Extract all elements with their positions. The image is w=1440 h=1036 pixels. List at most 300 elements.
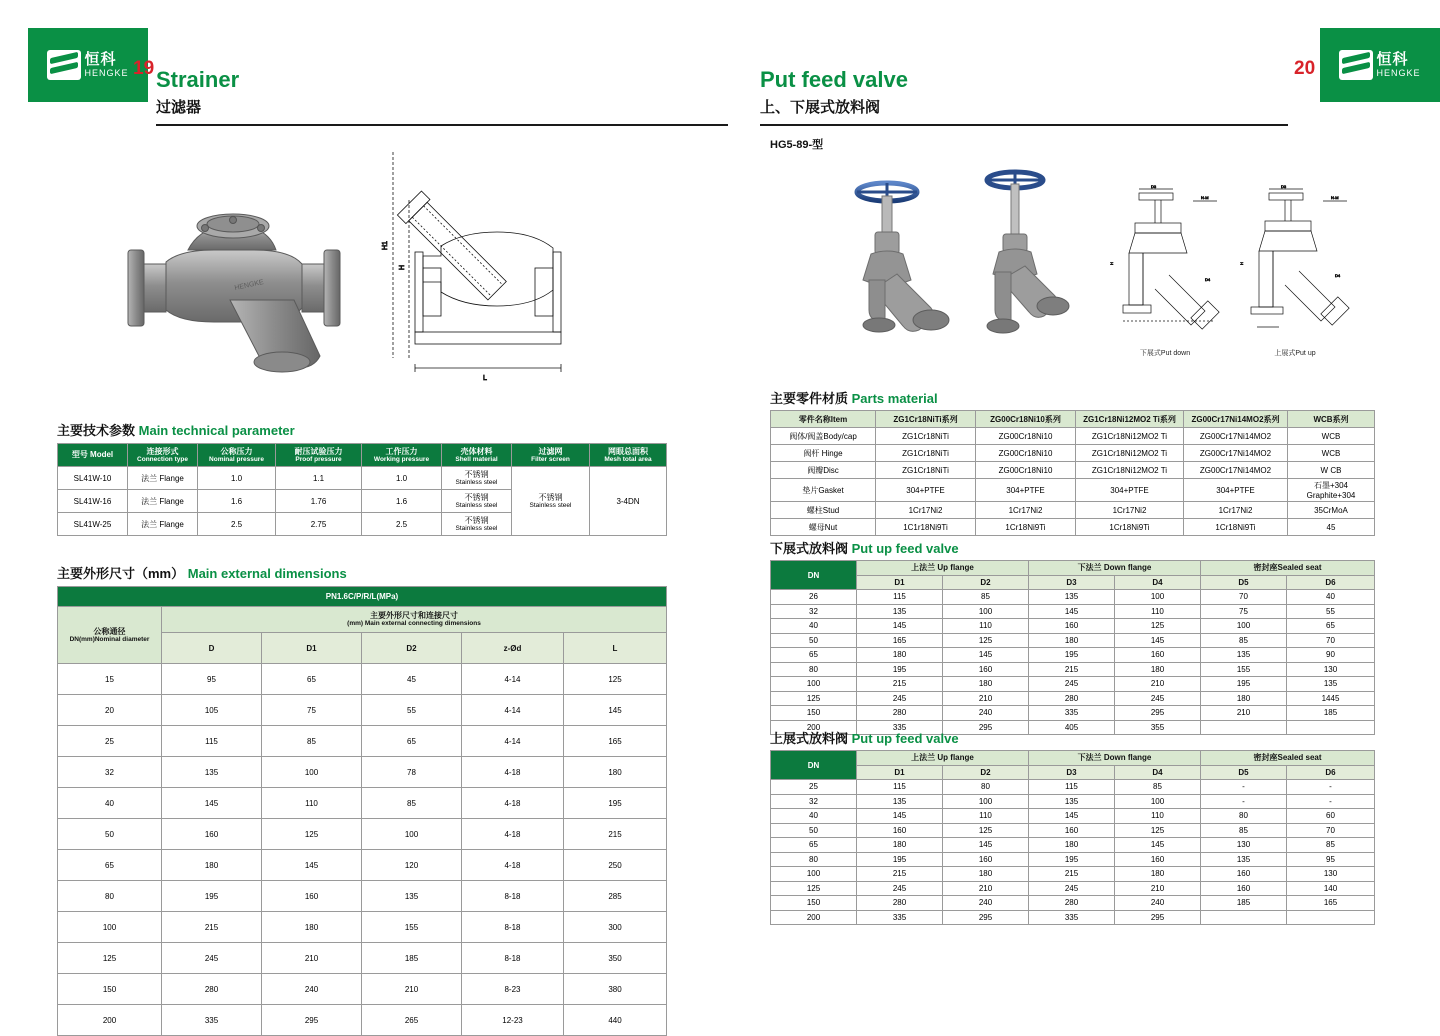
cell-d3: 215 — [1029, 867, 1115, 882]
cell-d5: 160 — [1201, 881, 1287, 896]
cell-d6: 55 — [1287, 604, 1375, 619]
cell-mat: 304+PTFE — [1076, 479, 1184, 502]
cell-dn: 125 — [771, 691, 857, 706]
cell-d: 115 — [162, 726, 262, 757]
svg-text:L: L — [483, 375, 487, 382]
cell-d5: 70 — [1201, 590, 1287, 605]
cell-d3: 195 — [1029, 852, 1115, 867]
cell-mat: 304+PTFE — [876, 479, 976, 502]
cell-mat: 石墨+304 Graphite+304 — [1288, 479, 1375, 502]
caption-put-down: 下展式Put down — [1139, 350, 1191, 357]
cell-item: 阀体/阀盖Body/cap — [771, 428, 876, 445]
cell-dn: 25 — [771, 780, 857, 795]
cell-d3: 135 — [1029, 590, 1115, 605]
cell-dn: 50 — [771, 633, 857, 648]
cell-d1: 335 — [857, 720, 943, 735]
group-dims-cn: 主要外形尺寸和连接尺寸 — [370, 611, 458, 621]
cell-nominal: 1.0 — [198, 467, 276, 490]
cell-d5: 185 — [1201, 896, 1287, 911]
cell-item: 螺柱Stud — [771, 502, 876, 519]
model-code-label: HG5-89-型 — [770, 139, 824, 151]
section-title-dimensions — [57, 563, 347, 582]
cell-dn: 100 — [58, 912, 162, 943]
table-row — [771, 590, 1375, 605]
cell-mat: ZG00Cr18Ni10 — [976, 428, 1076, 445]
cell-mat: 35CrMoA — [1288, 502, 1375, 519]
up-feed-valve-table — [770, 750, 1375, 925]
col-dn: DN — [771, 561, 857, 590]
cell-d2: 125 — [943, 633, 1029, 648]
group-seat-en: Sealed seat — [1277, 753, 1322, 763]
section-title-technical — [57, 420, 295, 439]
table-row — [771, 691, 1375, 706]
cell-d4: 295 — [1115, 706, 1201, 721]
cell-d6: 135 — [1287, 677, 1375, 692]
cell-d2: 110 — [943, 809, 1029, 824]
cell-dn: 125 — [771, 881, 857, 896]
cell-l: 250 — [564, 850, 667, 881]
cell-d1: 180 — [857, 648, 943, 663]
cell-dn: 80 — [771, 852, 857, 867]
cell-d5: 130 — [1201, 838, 1287, 853]
cell-dn: 32 — [58, 757, 162, 788]
cell-dn: 100 — [771, 677, 857, 692]
cell-d6: 70 — [1287, 633, 1375, 648]
col-d5: D5 — [1201, 765, 1287, 780]
cell-proof: 2.75 — [276, 513, 362, 536]
cell-dn: 150 — [58, 974, 162, 1005]
section-title-down-valve — [770, 538, 959, 557]
cell-mat: ZG1Cr18NiTi — [876, 462, 976, 479]
band-pressure: PN1.6C/P/R/L(MPa) — [58, 587, 667, 607]
cell-d: 280 — [162, 974, 262, 1005]
cell-mat: WCB — [1288, 445, 1375, 462]
table-row — [771, 462, 1375, 479]
logo-en-text: HENGKE — [84, 68, 129, 79]
col-proof-en: Proof pressure — [295, 455, 342, 463]
cell-d6: 40 — [1287, 590, 1375, 605]
group-seat-en: Sealed seat — [1277, 563, 1322, 573]
table-row — [58, 757, 667, 788]
cell-dn: 25 — [58, 726, 162, 757]
cell-d6: 70 — [1287, 823, 1375, 838]
cell-d1: 110 — [262, 788, 362, 819]
cell-d2: 78 — [362, 757, 462, 788]
cell-d: 135 — [162, 757, 262, 788]
cell-d4: 245 — [1115, 691, 1201, 706]
cell-d4: 145 — [1115, 838, 1201, 853]
cell-d6: 85 — [1287, 838, 1375, 853]
group-down-flange-en: Down flange — [1103, 753, 1152, 763]
cell-mat: W CB — [1288, 462, 1375, 479]
table-row — [771, 794, 1375, 809]
cell-d6: 185 — [1287, 706, 1375, 721]
cell-d1: 145 — [262, 850, 362, 881]
cell-dn: 40 — [58, 788, 162, 819]
svg-text:H1: H1 — [382, 241, 389, 250]
section-title-cn: 主要技术参数 — [57, 423, 136, 438]
cell-d5: 160 — [1201, 867, 1287, 882]
cell-d6: 60 — [1287, 809, 1375, 824]
cell-d4: 85 — [1115, 780, 1201, 795]
cell-d: 145 — [162, 788, 262, 819]
cell-l: 145 — [564, 695, 667, 726]
cell-d4: 180 — [1115, 867, 1201, 882]
cell-working: 2.5 — [362, 513, 442, 536]
cell-d2: 120 — [362, 850, 462, 881]
col-d3: D3 — [1029, 575, 1115, 590]
dimensions-table — [57, 586, 667, 1036]
cell-model: SL41W-16 — [58, 490, 128, 513]
cell-item: 螺母Nut — [771, 519, 876, 536]
table-row — [771, 706, 1375, 721]
table-header-row — [58, 444, 667, 467]
col-dn: DN — [771, 751, 857, 780]
col-d6: D6 — [1287, 765, 1375, 780]
cell-d4: 210 — [1115, 677, 1201, 692]
section-title-en: Main technical parameter — [138, 423, 295, 438]
cell-d2: 160 — [943, 852, 1029, 867]
title-block-left — [156, 64, 728, 126]
cell-mat: 1Cr18Ni9Ti — [1184, 519, 1288, 536]
table-row — [58, 974, 667, 1005]
cell-d1: 135 — [857, 604, 943, 619]
col-filter-cn: 过滤网 — [538, 446, 563, 456]
cell-zd: 4-18 — [462, 850, 564, 881]
table-row — [58, 819, 667, 850]
cell-d4: 110 — [1115, 809, 1201, 824]
cell-dn: 125 — [58, 943, 162, 974]
cell-d2: 100 — [943, 604, 1029, 619]
cell-d6: 140 — [1287, 881, 1375, 896]
cell-d4: 240 — [1115, 896, 1201, 911]
cell-d2: 265 — [362, 1005, 462, 1036]
cell-d1: 100 — [262, 757, 362, 788]
col-shell-en: Shell material — [455, 455, 498, 463]
strainer-photo — [110, 150, 360, 380]
table-header-row — [58, 607, 667, 633]
col-d1: D1 — [857, 575, 943, 590]
group-dims-en: (mm) Main external connecting dimensions — [347, 620, 481, 628]
col-d5: D5 — [1201, 575, 1287, 590]
put-feed-valve-photo-2 — [955, 160, 1080, 345]
table-header-row — [771, 411, 1375, 428]
cell-d1: 335 — [857, 910, 943, 925]
cell-d2: 125 — [943, 823, 1029, 838]
cell-d2: 210 — [943, 881, 1029, 896]
table-row — [771, 896, 1375, 911]
cell-dn: 15 — [58, 664, 162, 695]
group-up-flange-en: Up flange — [937, 753, 974, 763]
cell-d1: 145 — [857, 809, 943, 824]
col-mesh-en: Mesh total area — [604, 455, 652, 463]
cell-d5 — [1201, 720, 1287, 735]
cell-shell: 不锈钢 Stainless steel — [442, 467, 512, 490]
cell-d1: 195 — [857, 662, 943, 677]
svg-text:N-M: N-M — [1201, 195, 1209, 200]
cell-item: 阀瓣Disc — [771, 462, 876, 479]
title-block-right — [760, 64, 1288, 126]
cell-d: 180 — [162, 850, 262, 881]
cell-dn: 150 — [771, 896, 857, 911]
cell-d5: 75 — [1201, 604, 1287, 619]
cell-dn: 40 — [771, 619, 857, 634]
cell-d1: 195 — [857, 852, 943, 867]
cell-d2: 135 — [362, 881, 462, 912]
cell-d1: 85 — [262, 726, 362, 757]
cell-connection: 法兰 Flange — [128, 467, 198, 490]
cell-d1: 160 — [857, 823, 943, 838]
group-down-flange-cn: 下法兰 — [1077, 563, 1102, 573]
cell-dn: 50 — [771, 823, 857, 838]
col-series-1: ZG1Cr18NiTi系列 — [876, 411, 976, 428]
cell-dn: 80 — [58, 881, 162, 912]
col-connection-en: Connection type — [137, 455, 188, 463]
cell-mat: ZG1Cr18Ni12MO2 Ti — [1076, 445, 1184, 462]
col-d4: D4 — [1115, 765, 1201, 780]
table-row — [771, 823, 1375, 838]
cell-d: 160 — [162, 819, 262, 850]
technical-parameter-table — [57, 443, 667, 536]
table-row — [58, 1005, 667, 1036]
col-d4: D4 — [1115, 575, 1201, 590]
cell-zd: 8-18 — [462, 912, 564, 943]
cell-dn: 200 — [771, 910, 857, 925]
down-feed-valve-table — [770, 560, 1375, 735]
put-down-line-drawing — [1105, 185, 1230, 360]
col-series-3: ZG1Cr18Ni12MO2 Ti系列 — [1076, 411, 1184, 428]
col-nominal-en: Nominal pressure — [209, 455, 264, 463]
table-subheader-row — [771, 575, 1375, 590]
table-row — [771, 502, 1375, 519]
cell-dn: 150 — [771, 706, 857, 721]
cell-d3: 180 — [1029, 838, 1115, 853]
cell-d5: 180 — [1201, 691, 1287, 706]
col-dn-en: DN(mm)Nominal diameter — [69, 635, 150, 643]
cell-mat: ZG1Cr18Ni12MO2 Ti — [1076, 428, 1184, 445]
cell-l: 285 — [564, 881, 667, 912]
cell-mat: WCB — [1288, 428, 1375, 445]
col-zd: z-Ød — [462, 633, 564, 664]
cell-d2: 155 — [362, 912, 462, 943]
cell-mat: ZG1Cr18NiTi — [876, 428, 976, 445]
cell-d4: 110 — [1115, 604, 1201, 619]
section-title-en: Parts material — [851, 391, 938, 406]
svg-text:H: H — [399, 264, 406, 270]
col-d2: D2 — [943, 575, 1029, 590]
section-title-up-valve — [770, 728, 959, 747]
cell-filter-screen: 不锈钢 Stainless steel — [512, 467, 590, 536]
cell-zd: 8-23 — [462, 974, 564, 1005]
cell-d4: 160 — [1115, 648, 1201, 663]
table-row — [58, 695, 667, 726]
table-row — [771, 445, 1375, 462]
cell-mat: 1C1r18Ni9Ti — [876, 519, 976, 536]
logo-left — [28, 28, 148, 102]
cell-d: 105 — [162, 695, 262, 726]
table-row — [771, 809, 1375, 824]
cell-d3: 405 — [1029, 720, 1115, 735]
cell-d4: 295 — [1115, 910, 1201, 925]
table-subheader-row — [771, 765, 1375, 780]
cell-mat: ZG00Cr18Ni10 — [976, 462, 1076, 479]
cell-d6: 95 — [1287, 852, 1375, 867]
page-header — [0, 28, 1440, 117]
cell-d2: 180 — [943, 867, 1029, 882]
col-proof-cn: 耐压试验压力 — [294, 446, 343, 456]
cell-d1: 215 — [857, 677, 943, 692]
cell-d2: 160 — [943, 662, 1029, 677]
cell-working: 1.0 — [362, 467, 442, 490]
cell-d3: 195 — [1029, 648, 1115, 663]
page-title-en: Put feed valve — [760, 67, 908, 92]
cell-proof: 1.1 — [276, 467, 362, 490]
cell-l: 195 — [564, 788, 667, 819]
cell-d1: 135 — [857, 794, 943, 809]
cell-d5: 100 — [1201, 619, 1287, 634]
cell-d2: 180 — [943, 677, 1029, 692]
cell-nominal: 1.6 — [198, 490, 276, 513]
cell-d6: - — [1287, 780, 1375, 795]
cell-mat: ZG00Cr17Ni14MO2 — [1184, 428, 1288, 445]
table-row — [771, 648, 1375, 663]
col-dn-cn: 公称通径 — [93, 626, 126, 636]
section-title-cn: 下展式放料阀 — [770, 541, 849, 556]
svg-text:H: H — [1239, 262, 1244, 265]
col-filter-en: Filter screen — [531, 455, 570, 463]
cell-d5: 195 — [1201, 677, 1287, 692]
cell-d2: 145 — [943, 838, 1029, 853]
cell-dn: 65 — [771, 838, 857, 853]
cell-d1: 115 — [857, 590, 943, 605]
cell-d2: 100 — [362, 819, 462, 850]
cell-dn: 80 — [771, 662, 857, 677]
cell-working: 1.6 — [362, 490, 442, 513]
page-title-en: Strainer — [156, 67, 240, 92]
cell-d5: - — [1201, 794, 1287, 809]
col-working-en: Working pressure — [373, 455, 430, 463]
table-row — [771, 677, 1375, 692]
table-row — [771, 662, 1375, 677]
cell-d3: 135 — [1029, 794, 1115, 809]
group-down-flange-en: Down flange — [1103, 563, 1152, 573]
cell-d4: 160 — [1115, 852, 1201, 867]
cell-zd: 4-14 — [462, 664, 564, 695]
cell-d1: 210 — [262, 943, 362, 974]
cell-d3: 280 — [1029, 896, 1115, 911]
cell-d2: 80 — [943, 780, 1029, 795]
cell-d2: 185 — [362, 943, 462, 974]
cell-d1: 240 — [262, 974, 362, 1005]
cell-d4: 125 — [1115, 619, 1201, 634]
col-series-4: ZG00Cr17Ni14MO2系列 — [1184, 411, 1288, 428]
cell-d2: 65 — [362, 726, 462, 757]
col-nominal-cn: 公称压力 — [220, 446, 253, 456]
table-row — [771, 838, 1375, 853]
cell-dn: 200 — [58, 1005, 162, 1036]
cell-model: SL41W-25 — [58, 513, 128, 536]
table-row — [771, 780, 1375, 795]
cell-l: 350 — [564, 943, 667, 974]
hengke-logo-icon — [1339, 50, 1373, 80]
group-up-flange-en: Up flange — [937, 563, 974, 573]
col-series-2: ZG00Cr18Ni10系列 — [976, 411, 1076, 428]
col-D2: D2 — [362, 633, 462, 664]
cell-mat: 1Cr17Ni2 — [876, 502, 976, 519]
cell-d1: 245 — [857, 691, 943, 706]
cell-d3: 115 — [1029, 780, 1115, 795]
cell-l: 215 — [564, 819, 667, 850]
cell-dn: 32 — [771, 604, 857, 619]
cell-d1: 160 — [262, 881, 362, 912]
cell-d2: 240 — [943, 706, 1029, 721]
group-seat-cn: 密封座 — [1253, 753, 1278, 763]
cell-d2: 210 — [943, 691, 1029, 706]
cell-d1: 65 — [262, 664, 362, 695]
table-row — [58, 664, 667, 695]
cell-d4: 210 — [1115, 881, 1201, 896]
cell-dn: 20 — [58, 695, 162, 726]
cell-d2: 295 — [943, 720, 1029, 735]
logo-en-text: HENGKE — [1376, 68, 1421, 79]
col-series-5: WCB系列 — [1288, 411, 1375, 428]
cell-d3: 160 — [1029, 619, 1115, 634]
cell-l: 300 — [564, 912, 667, 943]
cell-d2: 110 — [943, 619, 1029, 634]
cell-proof: 1.76 — [276, 490, 362, 513]
cell-d4: 145 — [1115, 633, 1201, 648]
col-d2: D2 — [943, 765, 1029, 780]
cell-d1: 215 — [857, 867, 943, 882]
cell-connection: 法兰 Flange — [128, 513, 198, 536]
cell-d5: 85 — [1201, 633, 1287, 648]
cell-d1: 145 — [857, 619, 943, 634]
cell-d1: 245 — [857, 881, 943, 896]
cell-d6: 130 — [1287, 662, 1375, 677]
cell-d5: 85 — [1201, 823, 1287, 838]
cell-d3: 145 — [1029, 809, 1115, 824]
cell-mat: ZG00Cr17Ni14MO2 — [1184, 462, 1288, 479]
cell-shell: 不锈钢 Stainless steel — [442, 513, 512, 536]
cell-d3: 335 — [1029, 706, 1115, 721]
cell-d6: 1445 — [1287, 691, 1375, 706]
cell-dn: 65 — [771, 648, 857, 663]
cell-d3: 145 — [1029, 604, 1115, 619]
cell-zd: 4-14 — [462, 726, 564, 757]
cell-d4: 100 — [1115, 794, 1201, 809]
table-row — [771, 519, 1375, 536]
col-D: D — [162, 633, 262, 664]
col-connection-cn: 连接形式 — [146, 446, 179, 456]
cell-mat: 45 — [1288, 519, 1375, 536]
cell-d1: 75 — [262, 695, 362, 726]
cell-d5 — [1201, 910, 1287, 925]
cell-d3: 245 — [1029, 677, 1115, 692]
table-row — [771, 881, 1375, 896]
cell-d1: 180 — [262, 912, 362, 943]
cell-d: 215 — [162, 912, 262, 943]
cell-d5: 135 — [1201, 648, 1287, 663]
cell-zd: 4-18 — [462, 757, 564, 788]
col-working-cn: 工作压力 — [385, 446, 418, 456]
cell-d3: 160 — [1029, 823, 1115, 838]
table-row — [771, 633, 1375, 648]
table-row — [771, 428, 1375, 445]
table-band-row — [58, 587, 667, 607]
cell-d2: 100 — [943, 794, 1029, 809]
cell-zd: 12-23 — [462, 1005, 564, 1036]
svg-text:N-M: N-M — [1331, 195, 1339, 200]
